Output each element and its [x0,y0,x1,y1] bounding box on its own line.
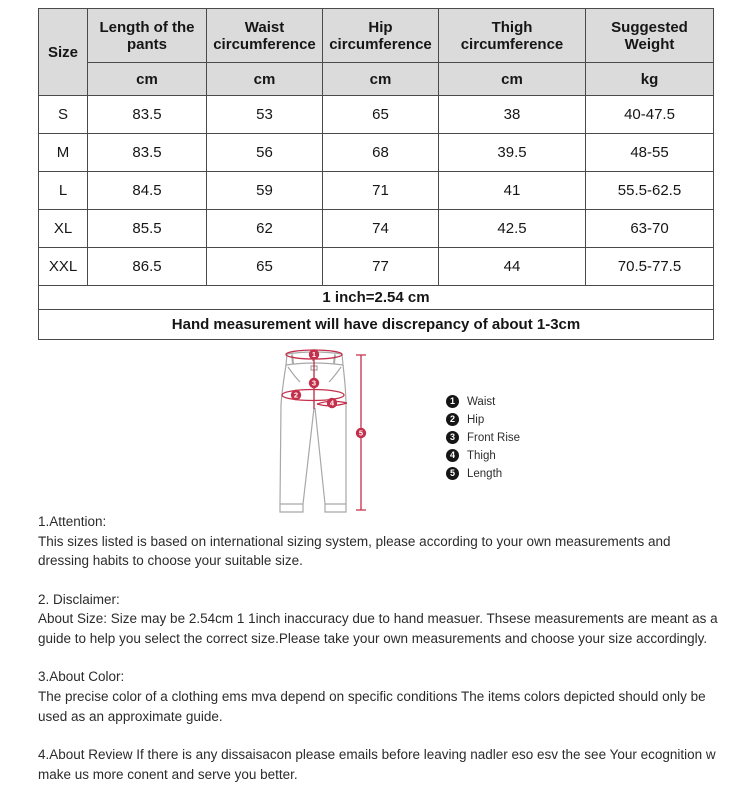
table-row [39,134,714,172]
section-heading: 1.Attention: [38,514,107,529]
weight-cell: 63-70 [586,210,714,248]
table-note-row [39,286,714,310]
col-header-thigh: Thigh circumference [439,9,586,63]
legend-item-thigh [446,449,520,462]
hand-measurement-note: Hand measurement will have discrepancy of about 1-3cm [39,310,714,340]
col-header-hip: Hip circumference [323,9,439,63]
table-units-row [39,63,714,96]
table-row [39,248,714,286]
section-body: The precise color of a clothing ems mva depend on specific conditions The items colors depicted should only be used as an approximate guide. [38,688,717,724]
marker-2-hip: 2 [293,390,299,400]
thigh-cell: 42.5 [439,210,586,248]
thigh-cell: 41 [439,172,586,210]
length-cell: 85.5 [88,210,207,248]
table-row [39,96,714,134]
unit-weight: kg [586,63,714,96]
legend-number-badge: 5 [446,467,459,480]
waist-cell: 56 [207,134,323,172]
unit-hip: cm [323,63,439,96]
inch-conversion-note: 1 inch=2.54 cm [39,286,714,310]
weight-cell: 48-55 [586,134,714,172]
section-body: This sizes listed is based on international sizing system, please according to your own measurements and dressing habits to choose your suitable size. [38,533,675,569]
table-row [39,172,714,210]
legend-label: Front Rise [467,431,521,444]
legend-item-waist [446,395,520,408]
legend-number-badge: 1 [446,395,459,408]
marker-3-front-rise: 3 [311,378,317,388]
section-heading: 2. Disclaimer: [38,591,120,607]
legend-number-badge: 3 [446,431,459,444]
legend-label: Thigh [467,449,496,462]
col-header-waist: Waist circumference [207,9,323,63]
legend-item-length [446,467,520,480]
size-cell: M [39,134,88,172]
size-cell: L [39,172,88,210]
thigh-cell: 38 [439,96,586,134]
thigh-cell: 39.5 [439,134,586,172]
legend-number-badge: 2 [446,413,459,426]
size-cell: XXL [39,248,88,286]
legend-label: Waist [467,395,496,408]
weight-cell: 40-47.5 [586,96,714,134]
unit-waist: cm [207,63,323,96]
table-note-row [39,310,714,340]
info-sections [38,512,727,803]
col-header-weight: Suggested Weight [586,9,714,63]
pants-measurement-illustration [273,345,385,517]
hip-cell: 65 [323,96,439,134]
hip-cell: 77 [323,248,439,286]
table-row [39,210,714,248]
length-cell: 84.5 [88,172,207,210]
col-header-size: Size [39,9,88,96]
section-about-color [38,667,720,726]
unit-thigh: cm [439,63,586,96]
waist-cell: 53 [207,96,323,134]
diagram-legend [446,395,520,485]
section-body: 4.About Review If there is any dissaisacon please emails before leaving nadler eso esv the see Your ecognition w make us more conent and serve you better. [38,747,727,782]
length-cell: 83.5 [88,96,207,134]
size-table [38,8,714,340]
hip-cell: 74 [323,210,439,248]
section-disclaimer [38,590,720,649]
waist-cell: 59 [207,172,323,210]
legend-item-front-rise [446,431,520,444]
legend-label: Hip [467,413,485,426]
marker-5-length: 5 [358,428,364,438]
legend-number-badge: 4 [446,449,459,462]
section-about-review [38,745,727,784]
hip-cell: 71 [323,172,439,210]
table-header-row [39,9,714,63]
weight-cell: 55.5-62.5 [586,172,714,210]
waist-cell: 65 [207,248,323,286]
length-cell: 86.5 [88,248,207,286]
size-cell: S [39,96,88,134]
measurement-diagram [0,345,750,520]
thigh-cell: 44 [439,248,586,286]
legend-item-hip [446,413,520,426]
section-heading: 3.About Color: [38,669,125,685]
length-cell: 83.5 [88,134,207,172]
marker-1-waist: 1 [311,350,317,360]
section-attention [38,512,720,571]
legend-label: Length [467,467,503,480]
marker-4-thigh: 4 [329,398,335,408]
unit-length: cm [88,63,207,96]
waist-cell: 62 [207,210,323,248]
hip-cell: 68 [323,134,439,172]
weight-cell: 70.5-77.5 [586,248,714,286]
col-header-length: Length of the pants [88,9,207,63]
size-cell: XL [39,210,88,248]
section-body: About Size: Size may be 2.54cm 1 1inch inaccuracy due to hand measuer. Thsese measurements are meant as a guide to help you select the correct size.Please take your own measurements and choose your size accordingly. [38,611,722,646]
